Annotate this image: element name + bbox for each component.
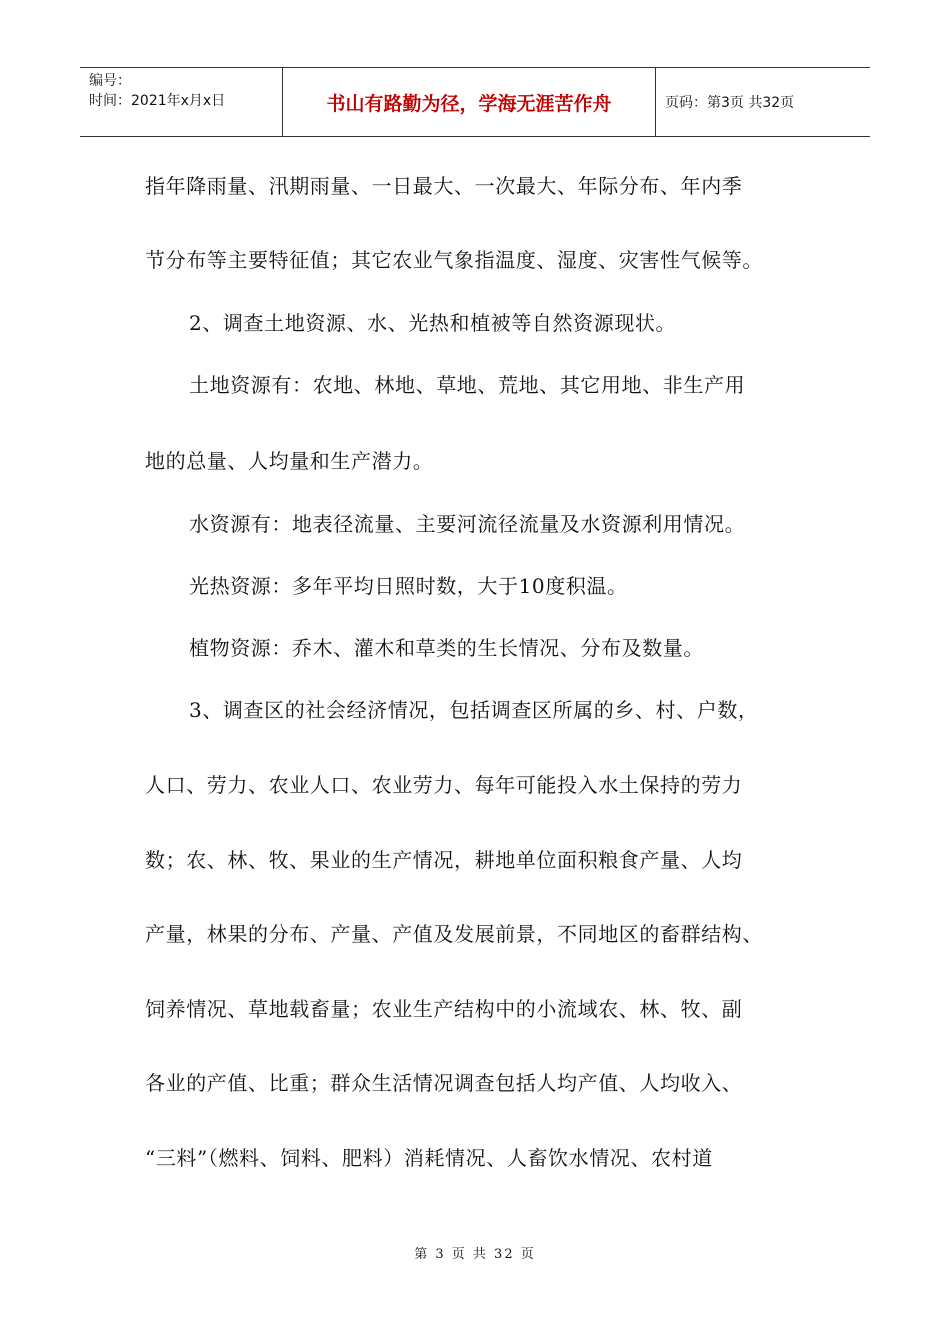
section-heading: 2、调查土地资源、水、光热和植被等自然资源现状。 [189, 311, 677, 335]
body-line: 水资源有：地表径流量、主要河流径流量及水资源利用情况。 [189, 512, 746, 536]
header-motto-cell [282, 68, 656, 136]
body-line: 数；农、林、牧、果业的生产情况，耕地单位面积粮食产量、人均 [145, 848, 743, 872]
body-line: 地的总量、人均量和生产潜力。 [145, 449, 434, 473]
header-motto: 书山有路勤为径，学海无涯苦作舟 [326, 93, 612, 115]
page-footer: 第 3 页 共 32 页 [414, 1247, 536, 1262]
body-line: 节分布等主要特征值；其它农业气象指温度、湿度、灾害性气候等。 [145, 248, 763, 272]
body-line: 光热资源：多年平均日照时数，大于10度积温。 [189, 574, 628, 598]
body-line: 土地资源有：农地、林地、草地、荒地、其它用地、非生产用 [189, 373, 746, 397]
section-heading: 3、调查区的社会经济情况，包括调查区所属的乡、村、户数， [189, 698, 759, 722]
body-line: 人口、劳力、农业人口、农业劳力、每年可能投入水土保持的劳力 [145, 773, 743, 797]
body-line: 产量，林果的分布、产量、产值及发展前景，不同地区的畜群结构、 [145, 922, 763, 946]
document-time-label: 时间：2021年x月x日 [89, 93, 226, 109]
header-meta-cell [80, 68, 282, 136]
header-page-cell [655, 68, 870, 136]
body-line: 指年降雨量、汛期雨量、一日最大、一次最大、年际分布、年内季 [145, 174, 743, 198]
document-number-label: 编号： [89, 73, 131, 89]
body-line: 饲养情况、草地载畜量；农业生产结构中的小流域农、林、牧、副 [145, 997, 743, 1021]
body-line: 各业的产值、比重；群众生活情况调查包括人均产值、人均收入、 [145, 1071, 743, 1095]
body-line: 植物资源：乔木、灌木和草类的生长情况、分布及数量。 [189, 636, 704, 660]
header-page-code: 页码：第3页 共32页 [665, 95, 795, 111]
page-header [80, 67, 870, 137]
body-line: “三料”（燃料、饲料、肥料）消耗情况、人畜饮水情况、农村道 [145, 1146, 713, 1170]
